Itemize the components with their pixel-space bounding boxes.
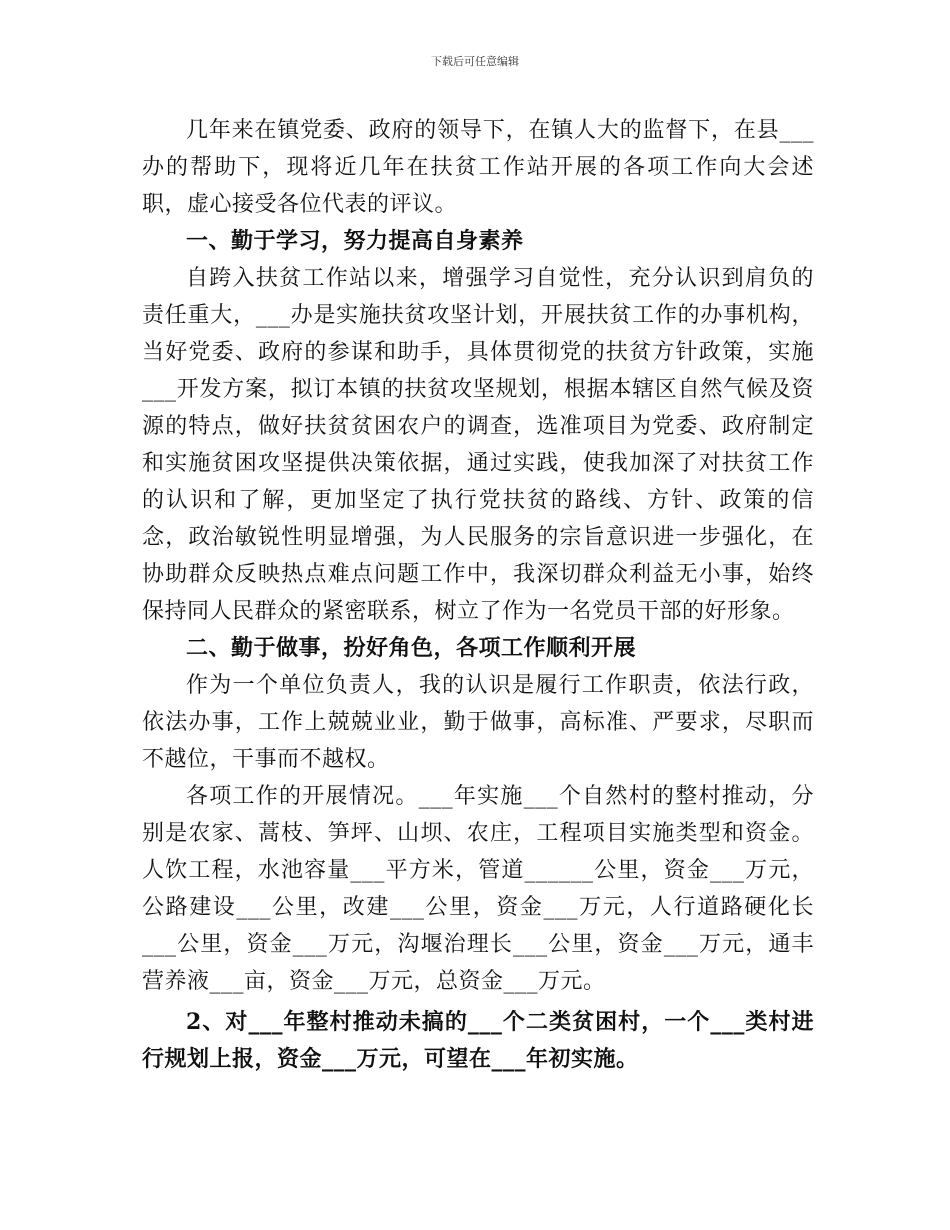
study-paragraph: 自跨入扶贫工作站以来，增强学习自觉性，充分认识到肩负的责任重大，___办是实施扶贫攻坚计划，开展扶贫工作的办事机构，当好党委、政府的参谋和助手，具体贯彻党的扶贫方针政策，实施___开发方案，拟订本镇的扶贫攻坚规划，根据本辖区自然气候及资源的特点，做好扶贫贫困农户的调查，选准项目为党委、政府制定和实施贫困攻坚提供决策依据，通过实践，使我加深了对扶贫工作的认识和了解，更加坚定了执行党扶贫的路线、方针、政策的信念，政治敏锐性明显增强，为人民服务的宗旨意识进一步强化，在协助群众反映热点难点问题工作中，我深切群众利益无小事，始终保持同人民群众的紧密联系，树立了作为一名党员干部的好形象。 [142,266,814,624]
progress-paragraph: 各项工作的开展情况。___年实施___个自然村的整村推动，分别是农家、蒿枝、笋坪、山坝、农庄，工程项目实施类型和资金。人饮工程，水池容量___平方米，管道______公里，资金___万元，公路建设___公里，改建___公里，资金___万元，人行道路硬化长___公里，资金___万元，沟堰治理长___公里，资金___万元，通丰营养液___亩，资金___万元，总资金___万元。 [142,784,814,994]
document-body [142,112,814,1078]
page-header-note: 下载后可任意编辑 [431,55,519,68]
section-heading-work: 二、勤于做事，扮好角色，各项工作顺利开展 [186,635,637,661]
section-heading-study: 一、勤于学习，努力提高自身素养 [186,228,524,254]
planning-paragraph: 2、对___年整村推动未搞的___个二类贫困村，一个___类村进行规划上报，资金___万元，可望在___年初实施。 [142,1009,814,1072]
role-paragraph: 作为一个单位负责人，我的认识是履行工作职责，依法行政，依法办事，工作上兢兢业业，勤于做事，高标准、严要求，尽职而不越位，干事而不越权。 [142,673,814,772]
intro-paragraph: 几年来在镇党委、政府的领导下，在镇人大的监督下，在县___办的帮助下，现将近几年在扶贫工作站开展的各项工作向大会述职，虚心接受各位代表的评议。 [142,118,814,217]
